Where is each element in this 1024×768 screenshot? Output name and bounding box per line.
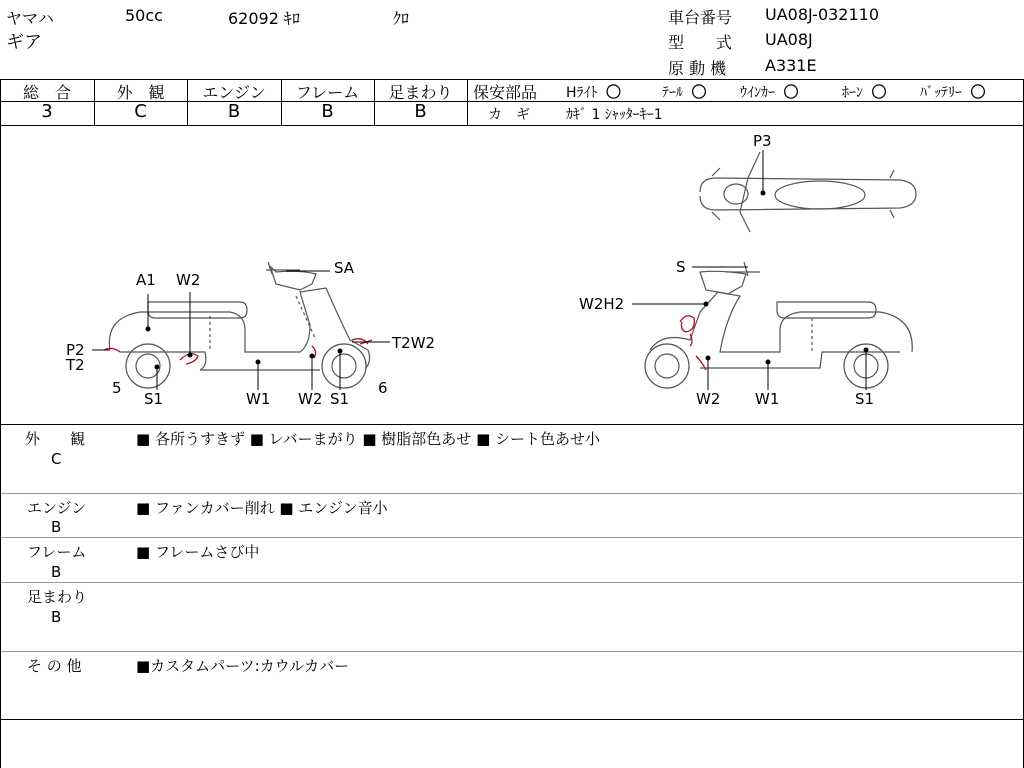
body-color: ｸﾛ: [393, 9, 410, 28]
diagram-label: 5: [112, 379, 122, 397]
remark-grade-engine: B: [51, 518, 62, 536]
frame-no: UA08J-032110: [765, 5, 880, 24]
divider: [0, 493, 1024, 494]
damage-mark: [680, 316, 694, 346]
displacement: 50cc: [125, 6, 163, 25]
marker-dot: [256, 360, 260, 364]
remark-grade-frame: B: [51, 563, 62, 581]
remark-category-exterior: 外 観: [25, 430, 86, 448]
divider: [0, 719, 1024, 720]
diagram-label: A1: [136, 271, 156, 289]
marker-dot: [766, 360, 770, 364]
damage-diagram: [0, 126, 1024, 424]
remark-text-other: ■カスタムパーツ:カウルカバー: [136, 657, 350, 675]
frame-no-label: 車台番号: [668, 8, 733, 27]
key-label: カ ギ: [488, 107, 530, 123]
marker-dot: [864, 348, 868, 352]
remark-grade-suspension: B: [51, 608, 62, 626]
diagram-label: S1: [855, 390, 875, 408]
marker-dot: [146, 327, 150, 331]
scooter-top-view: [700, 152, 916, 232]
divider: [0, 424, 1024, 425]
safety-item-battery: [920, 81, 985, 102]
diagram-label: W1: [755, 390, 780, 408]
safety-item-name: ﾊﾞｯﾃﾘｰ: [920, 85, 962, 101]
safety-item-horn: [842, 81, 886, 102]
diagram-label: T2: [66, 356, 85, 374]
grade-label-exterior: 外 観: [116, 83, 165, 102]
divider: [467, 79, 468, 125]
ok-mark: 〇: [605, 83, 621, 101]
safety-item-winker: [740, 81, 798, 102]
grade-value-engine: B: [227, 101, 241, 122]
divider: [0, 651, 1024, 652]
safety-item-tail: [662, 81, 706, 102]
grade-value-overall: 3: [41, 101, 53, 122]
diagram-label: W2: [696, 390, 721, 408]
diagram-label: S1: [144, 390, 164, 408]
safety-item-name: ｳｲﾝｶｰ: [740, 85, 775, 101]
ok-mark: 〇: [970, 83, 986, 101]
diagram-label: P2: [66, 341, 85, 359]
grade-value-suspension: B: [414, 101, 427, 122]
diagram-label: W2H2: [579, 295, 625, 313]
remark-text-engine: ■ ファンカバー削れ ■ エンジン音小: [136, 499, 388, 517]
marker-dot: [338, 349, 342, 353]
type-value: UA08J: [765, 30, 813, 49]
diagram-label: P3: [753, 132, 772, 150]
remark-grade-exterior: C: [51, 450, 62, 468]
safety-item-name: Hﾗｲﾄ: [566, 85, 598, 101]
engine-value: A331E: [765, 56, 817, 75]
divider: [0, 537, 1024, 538]
ok-mark: 〇: [871, 83, 887, 101]
diagram-label: W2: [176, 271, 201, 289]
marker-dot: [310, 354, 314, 358]
grade-value-frame: B: [321, 101, 334, 122]
diagram-label: T2W2: [392, 334, 436, 352]
diagram-label: W1: [246, 390, 271, 408]
safety-item-headlight: [566, 81, 621, 102]
engine-label: 原 動 機: [668, 59, 727, 78]
ok-mark: 〇: [691, 83, 707, 101]
safety-item-name: ﾃｰﾙ: [662, 85, 683, 101]
type-label: 型 式: [668, 33, 733, 52]
frame-border: [0, 79, 1, 768]
model-name: ギア: [6, 32, 42, 53]
marker-dot: [155, 365, 159, 369]
diagram-label: SA: [334, 259, 355, 277]
diagram-label: S: [676, 258, 686, 276]
remark-category-other: そ の 他: [27, 657, 82, 675]
marker-dot: [704, 302, 708, 306]
grade-label-frame: フレーム: [295, 83, 360, 102]
grade-label-suspension: 足まわり: [388, 83, 453, 102]
safety-parts-label: 保安部品: [473, 83, 538, 102]
grade-label-overall: 総 合: [22, 83, 71, 102]
scooter-right-side: [645, 262, 912, 388]
ok-mark: 〇: [783, 83, 799, 101]
mileage: 62092 ｷﾛ: [228, 9, 300, 28]
marker-dot: [761, 191, 765, 195]
diagram-label: W2: [298, 390, 323, 408]
diagram-label: 6: [378, 379, 388, 397]
grade-value-exterior: C: [134, 101, 147, 122]
remark-category-suspension: 足まわり: [27, 588, 88, 606]
remark-category-engine: エンジン: [27, 499, 87, 517]
grade-label-engine: エンジン: [202, 83, 266, 102]
safety-item-name: ﾎｰﾝ: [842, 85, 863, 101]
remark-text-exterior: ■ 各所うすきず ■ レバーまがり ■ 樹脂部色あせ ■ シート色あせ小: [136, 430, 601, 448]
divider: [0, 582, 1024, 583]
key-value: ｶｷﾞ 1 ｼｬｯﾀｰｷｰ1: [566, 107, 663, 123]
remark-category-frame: フレーム: [27, 543, 87, 561]
remark-text-frame: ■ フレームさび中: [136, 543, 260, 561]
maker: ヤマハ: [6, 9, 54, 28]
marker-dot: [706, 356, 710, 360]
diagram-label: S1: [330, 390, 350, 408]
marker-dot: [188, 353, 192, 357]
